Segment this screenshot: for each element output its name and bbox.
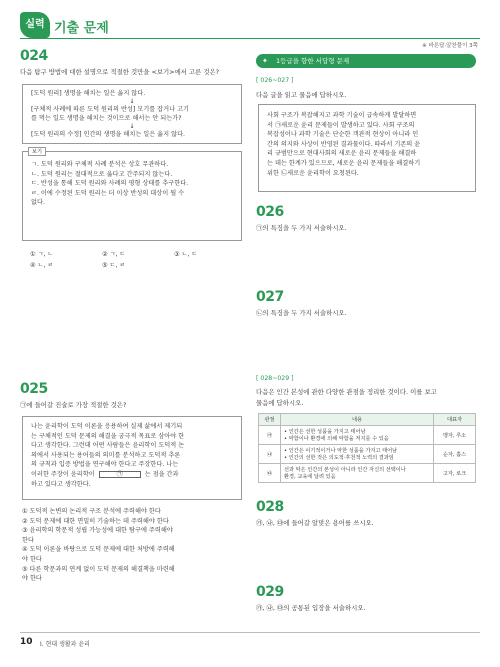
- cell-line: • 인간은 이기적이거나 악한 성품을 가지고 태어남: [284, 448, 398, 454]
- choice-4[interactable]: ④ ㄴ, ㄹ: [30, 262, 54, 269]
- question-028-text: ㉮, ㉯, ㉰에 들어갈 알맞은 용어를 쓰시오.: [256, 519, 374, 527]
- choice-5[interactable]: ⑤ ㄷ, ㄹ: [102, 262, 126, 269]
- q024-step3: [도덕 원리의 수정] 인간의 생명을 해치는 일은 옳지 않다.: [31, 131, 186, 139]
- table-cell-content: [281, 464, 434, 483]
- bogi-item: ㄴ. 도덕 원리는 절대적으로 옳다고 간주되지 않는다.: [31, 170, 173, 178]
- bogi-label: 보기: [28, 147, 46, 156]
- cell-line: • 악함이나 환경에 의해 악함을 저지를 수 있음: [284, 436, 389, 442]
- passage-fragment: 는 점을 간과: [144, 471, 179, 479]
- option-3[interactable]: ③ 윤리학의 학문적 성립 가능성에 대한 탐구에 주력해야: [22, 527, 173, 535]
- q025-passage-box: [22, 416, 242, 500]
- passage-line-blank: [31, 470, 233, 480]
- table-cell-mark: ㉰: [259, 464, 281, 483]
- q024-bogi-box: [22, 151, 242, 241]
- question-029-text: ㉮, ㉯, ㉰의 공통된 입장을 서술하시오.: [256, 604, 366, 612]
- choice-2[interactable]: ② ㄱ, ㄷ: [102, 251, 126, 258]
- passage-line: 복잡성이나 과학 기술은 단순한 객관적 현상이 아니라 인: [267, 131, 419, 139]
- passage-line: 의 규칙과 입증 방법을 연구해야 한다고 주장한다. 나는: [31, 461, 179, 469]
- option-4-cont: 야 한다: [22, 556, 42, 564]
- blank-box: ㉠: [99, 471, 141, 478]
- passage-line: 는 데는 한계가 있으므로, 새로운 윤리 문제들을 해결하기: [267, 160, 421, 168]
- footer-section: Ⅰ. 현대 생활과 윤리: [40, 641, 90, 648]
- bogi-item: ㄱ. 도덕 원리와 구체적 사례 분석은 상호 무관하다.: [31, 161, 169, 168]
- q024-step2a: [구체적 사례에 따른 도덕 원리의 반성] 모기를 잡거나 고기: [31, 105, 190, 113]
- header-title: 기출 문제: [54, 21, 109, 36]
- banner-text: 1등급을 향한 서답형 문제: [276, 57, 350, 65]
- table-header: 대표자: [434, 414, 476, 426]
- question-024-text: 다음 탐구 방법에 대한 설명으로 적절한 것만을 <보기>에서 고른 것은?: [20, 68, 220, 76]
- cell-line: • 인간의 선한 것은 의도적·후천적 노력의 결과임: [284, 455, 394, 461]
- q024-method-box: [22, 84, 242, 144]
- passage-line: 하고 있다고 생각한다.: [31, 480, 91, 488]
- choice-1[interactable]: ① ㄱ, ㄴ: [30, 251, 54, 258]
- option-4[interactable]: ④ 도덕 이론을 바탕으로 도덕 문제에 대한 처방에 주력해: [22, 546, 175, 554]
- table-cell-rep: 고자, 로크: [434, 464, 476, 483]
- page-number: 10: [20, 637, 33, 647]
- passage-line: 는 구체적인 도덕 문제의 해결을 궁극적 목표로 삼아야 한: [31, 432, 185, 440]
- footer-rule: [20, 632, 480, 633]
- question-number-028: 028: [256, 499, 284, 515]
- star-icon: ✦: [262, 57, 268, 65]
- arrow-down-icon: ↓: [129, 97, 135, 105]
- option-1[interactable]: ① 도덕적 논변의 논리적 구조 분석에 주력해야 한다: [22, 508, 161, 515]
- option-2[interactable]: ② 도덕 문제에 대한 면밀히 기술하는 데 주력해야 한다: [22, 517, 169, 525]
- header-badge: 실력: [20, 12, 50, 38]
- question-number-024: 024: [20, 48, 48, 64]
- table-cell-content: [281, 426, 434, 445]
- passage-line: 나는 윤리학이 도덕 이론을 응용하여 실제 삶에서 제기되: [31, 423, 183, 430]
- bogi-item: ㄹ. 이에 수정된 도덕 원리는 더 이상 반성의 대상이 될 수: [31, 189, 185, 197]
- banner-1grade: [256, 54, 476, 68]
- q024-step2b: 를 먹는 일도 생명을 해치는 것이므로 해서는 안 되는가?: [31, 115, 182, 123]
- table-cell-mark: ㉮: [259, 426, 281, 445]
- table-row: [259, 426, 476, 445]
- table-cell-content: [281, 445, 434, 464]
- choice-3[interactable]: ③ ㄴ, ㄷ: [174, 251, 198, 258]
- q024-step1: [도덕 원리] 생명을 해치는 일은 옳지 않다.: [31, 90, 146, 97]
- page-ref: ※ 바른답·알찬풀이 3쪽: [422, 43, 478, 49]
- set-026-027-instruction: 다음 글을 읽고 물음에 답하시오.: [256, 91, 347, 99]
- bogi-item: ㄷ. 반성을 통해 도덕 원리와 사례의 평형 상태를 추구한다.: [31, 180, 189, 188]
- question-026-text: ㉠의 특징을 두 가지 서술하시오.: [256, 224, 347, 232]
- cell-line: 선과 악은 인간의 본성이 아니라 인간 자신의 선택이나: [284, 467, 406, 473]
- bogi-item: 없다.: [31, 199, 45, 207]
- passage-line: 위한 ㉡새로운 윤리학이 요청된다.: [267, 169, 359, 177]
- table-row: [259, 464, 476, 483]
- passage-line: 간의 의지와 사상이 반영된 결과물이다. 따라서 기존의 윤: [267, 140, 421, 148]
- set-028-029-instruction: 다음은 인간 본성에 관한 다양한 관점을 정리한 것이다. 이를 보고: [256, 388, 437, 396]
- passage-line: 다고 생각한다. 그런데 어떤 사람들은 윤리학이 도덕적 논: [31, 442, 185, 450]
- passage-fragment: 이러한 주장이 윤리학이: [31, 471, 95, 479]
- question-number-026: 026: [256, 204, 284, 220]
- table-header: 관점: [259, 414, 281, 426]
- set-026-027-passage: [258, 104, 476, 192]
- question-025-text: ㉠에 들어갈 진술로 가장 적절한 것은?: [20, 401, 127, 409]
- passage-line: 서 ㉠새로운 윤리 문제들이 발생하고 있다. 사회 구조의: [267, 121, 415, 129]
- question-number-029: 029: [256, 584, 284, 600]
- set-028-029-instruction-2: 물음에 답하시오.: [256, 399, 304, 407]
- table-cell-mark: ㉯: [259, 445, 281, 464]
- table-row: [259, 445, 476, 464]
- passage-line: 리 규범만으로 현대사회의 새로운 윤리 문제들을 해결하: [267, 150, 417, 158]
- question-027-text: ㉡의 특징을 두 가지 서술하시오.: [256, 309, 347, 317]
- passage-line: 의에서 사용되는 용어들의 의미를 분석하고 도덕적 추론: [31, 451, 181, 459]
- table-cell-rep: 순자, 홉스: [434, 445, 476, 464]
- q025-options: [22, 507, 247, 584]
- option-5[interactable]: ⑤ 다른 학문과의 연계 없이 도덕 문제의 해결책을 마련해: [22, 565, 175, 573]
- header-rule: [20, 38, 480, 39]
- option-5-cont: 야 한다: [22, 575, 42, 583]
- option-3-cont: 한다: [22, 536, 34, 544]
- human-nature-table: [258, 413, 476, 483]
- question-number-027: 027: [256, 289, 284, 305]
- cell-line: 환경, 교육에 달려 있음: [284, 474, 336, 480]
- cell-line: • 인간은 선한 성품을 가지고 태어남: [284, 429, 366, 435]
- table-header: 내용: [281, 414, 434, 426]
- question-number-025: 025: [20, 381, 48, 397]
- arrow-down-icon: ↓: [129, 123, 135, 131]
- set-028-029-label: [ 028~029 ]: [256, 375, 294, 382]
- table-cell-rep: 맹자, 루소: [434, 426, 476, 445]
- passage-line: 사회 구조가 복잡해지고 과학 기술이 급속하게 발달하면: [267, 112, 417, 119]
- table-header-row: [259, 414, 476, 426]
- set-026-027-label: [ 026~027 ]: [256, 77, 294, 84]
